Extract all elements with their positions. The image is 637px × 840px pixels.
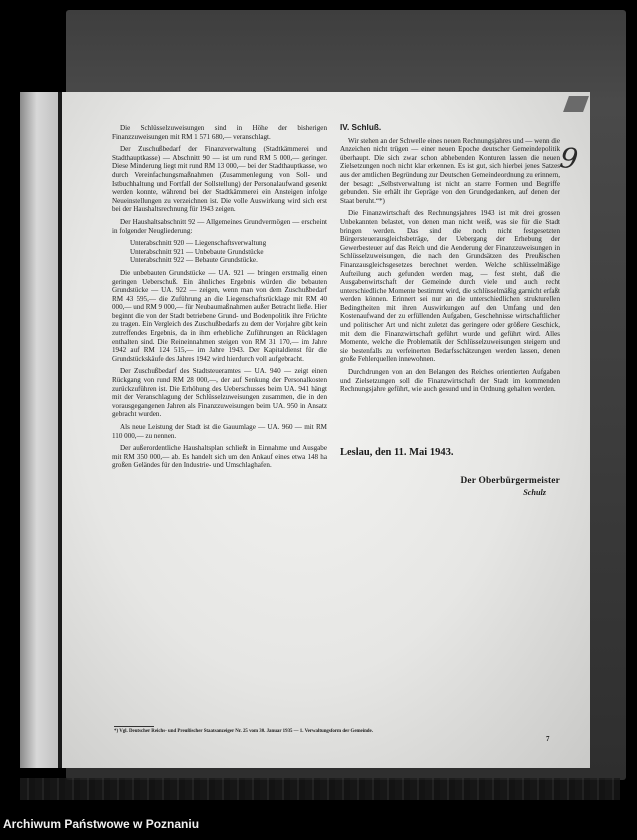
page-number: 7 (546, 735, 550, 743)
paragraph: Der Zuschußbedarf des Stadtsteueramtes — UA. 940 — zeigt einen Rückgang von rund RM 28 000,—, der auf Senkung der Personalkosten zurückzuführen ist. Die Erhöhung des Ueberschusses beim UA. 941 hängt mit der Veranschlagung der Schlüsselzuweisungen zusammen, die in den vorausgegangenen Jahren als Finanzzuweisungen beim UA. 950 in Ansatz gebracht wurden. (112, 367, 327, 419)
paragraph: Die Schlüsselzuweisungen sind in Höhe der bisherigen Finanzzuweisungen mit RM 1 571 680,— veranschlagt. (112, 124, 327, 141)
place-date: Leslau, den 11. Mai 1943. (340, 447, 454, 458)
archive-watermark: Archiwum Państwowe w Poznaniu (3, 817, 200, 831)
section-heading: IV. Schluß. (340, 123, 382, 132)
paragraph: Der außerordentliche Haushaltsplan schließt in Einnahme und Ausgabe mit RM 350 000,— ab. Es handelt sich um den Ankauf eines etwa 148 ha großen Geländes für den Industrie- und Umschlaghafen. (112, 444, 327, 470)
binding-strip (20, 92, 62, 768)
paragraph: Die unbebauten Grundstücke — UA. 921 — bringen erstmalig einen geringen Ueberschuß. Ein ähnliches Ergebnis würden die bebauten Grundstücke — UA. 922 — zeigen, wenn man von dem Zuschußbedarf RM 43 595,— die Zuführung an die Liegenschaftsrücklage mit RM 40 000,— und RM 9 000,— für Neubaumaßnahmen außer Betracht ließe. Hier beginnt die von der Stadt betriebene Grund- und Bodenpolitik ihre Früchte zu tragen. Ein Vergleich des Zuschußbedarfs zu dem der Vorjahre gibt kein zutreffendes Ergebnis, da in ihm erhebliche Zuführungen an Rücklagen enthalten sind. Die Reineinnahmen steigen von RM 31 170,— im Jahre 1942 auf RM 124 515,— im Jahre 1943. Der Kapitaldienst für die Grundstückskäufe des Jahres 1942 wird hierdurch voll aufgebracht. (112, 268, 327, 363)
left-column (112, 124, 327, 474)
list-item: Unterabschnitt 920 — Liegenschaftsverwaltung (130, 239, 267, 248)
signature-name: Schulz (523, 488, 546, 497)
signature-title: Der Oberbürgermeister (460, 476, 560, 486)
corner-tab-mark (563, 96, 589, 112)
paragraph: Die Finanzwirtschaft des Rechnungsjahres 1943 ist mit drei grossen Unbekannten belastet, von denen man nicht weiß, was sie für die Stadt bringen werden. Das sind die noch nicht festgesetzten Bürgersteuerausgleichsbeträge, der Uebergang der Erhebung der Gewerbesteuer auf das Reich und die Aenderung der Finanzzuweisungen in Schlüsselzuweisungen, die nach den Grundsätzen des Preußischen Finanzausgleichsgesetzes berechnet werden. Welche schlüsselmäßige Aufteilung auch gefunden werden mag, — fest steht, daß die Ausgabenwirtschaft der Gemeinde durch viele und auch recht unterschiedliche Momente bestimmt wird, die schlüsselmäßig garnicht erfaßt werden können. Erinnert sei nur an die unterschiedlichen strukturellen Bedingtheiten mit ihren Auswirkungen auf den Umfang und den Kostenaufwand der zu erfüllenden Aufgaben, Geschehnisse wirtschaftlicher und politischer Art und nicht zuletzt das geringere oder größere Geschick, mit dem die Finanzwirtschaft geführt wurde und geführt wird. Alles Momente, welche die Problematik der Schlüsselzuweisungen steigern und sie bestenfalls zu verfeinerten Bedarfsschätzungen werden lassen, denen große Fehlerquellen innewohnen. (340, 209, 560, 364)
right-column (340, 124, 560, 398)
footnote-divider (114, 726, 154, 727)
list-item: Unterabschnitt 922 — Bebaute Grundstücke. (130, 256, 258, 265)
document-page (62, 92, 590, 768)
subsection-list (112, 239, 327, 265)
footnote: *) Vgl. Deutscher Reichs- und Preußischer Staatsanzeiger Nr. 25 vom 30. Januar 1935 — 1. Verwaltungsform der Gemeinde. (114, 729, 373, 734)
paragraph: Durchdrungen von an den Belangen des Reiches orientierten Aufgaben und Zielsetzungen soll die Finanzwirtschaft der Stadt im kommenden Rechnungsjahre geführt, wie auch gesund und in Ordnung gehalten werden. (340, 368, 560, 394)
list-item: Unterabschnitt 921 — Unbebaute Grundstücke (130, 247, 264, 256)
paragraph: Der Haushaltsabschnitt 92 — Allgemeines Grundvermögen — erscheint in folgender Neugliederung: (112, 217, 327, 235)
paragraph: Als neue Leistung der Stadt ist die Gauumlage — UA. 960 — mit RM 110 000,— zu nennen. (112, 423, 327, 440)
film-edge (20, 778, 620, 800)
handwritten-folio-number: 9 (557, 140, 581, 177)
paragraph: Wir stehen an der Schwelle eines neuen Rechnungsjahres und — wenn die Anzeichen nicht trügen — einer neuen Epoche deutscher Gemeindepolitik überhaupt. Die sich zwar schon abhebenden Konturen lassen die neuen Zielsetzungen noch nicht klar erkennen. Es ist gut, sich hierbei jenes Satzes aus der amtlichen Begründung zur Deutschen Gemeindeordnung zu erinnern, der besagt: „Selbstverwaltung ist nicht an starre Formen und Begriffe gebunden. Sie erhält ihr Gepräge von den Grundgedanken, auf denen der Staat beruht.“*) (340, 136, 560, 205)
paragraph: Der Zuschußbedarf der Finanzverwaltung (Stadtkämmerei und Stadthauptkasse) — Abschnitt 90 — ist um rund RM 5 000,— geringer. Diese Minderung liegt mit rund RM 13 000,— bei der Stadthauptkasse, wo durch Vereinfachungsmaßnahmen (Zusammenlegung von Soll- und Istbuchhaltung und Fortfall der Sollstellung) der Personalaufwand gesenkt werden konnte, während bei der Stadtkämmerei ein Ansteigen infolge Neueinstellungen zu verzeichnen ist. Die volle Auswirkung wird sich erst bei der Haushaltsrechnung für 1943 zeigen. (112, 145, 327, 214)
